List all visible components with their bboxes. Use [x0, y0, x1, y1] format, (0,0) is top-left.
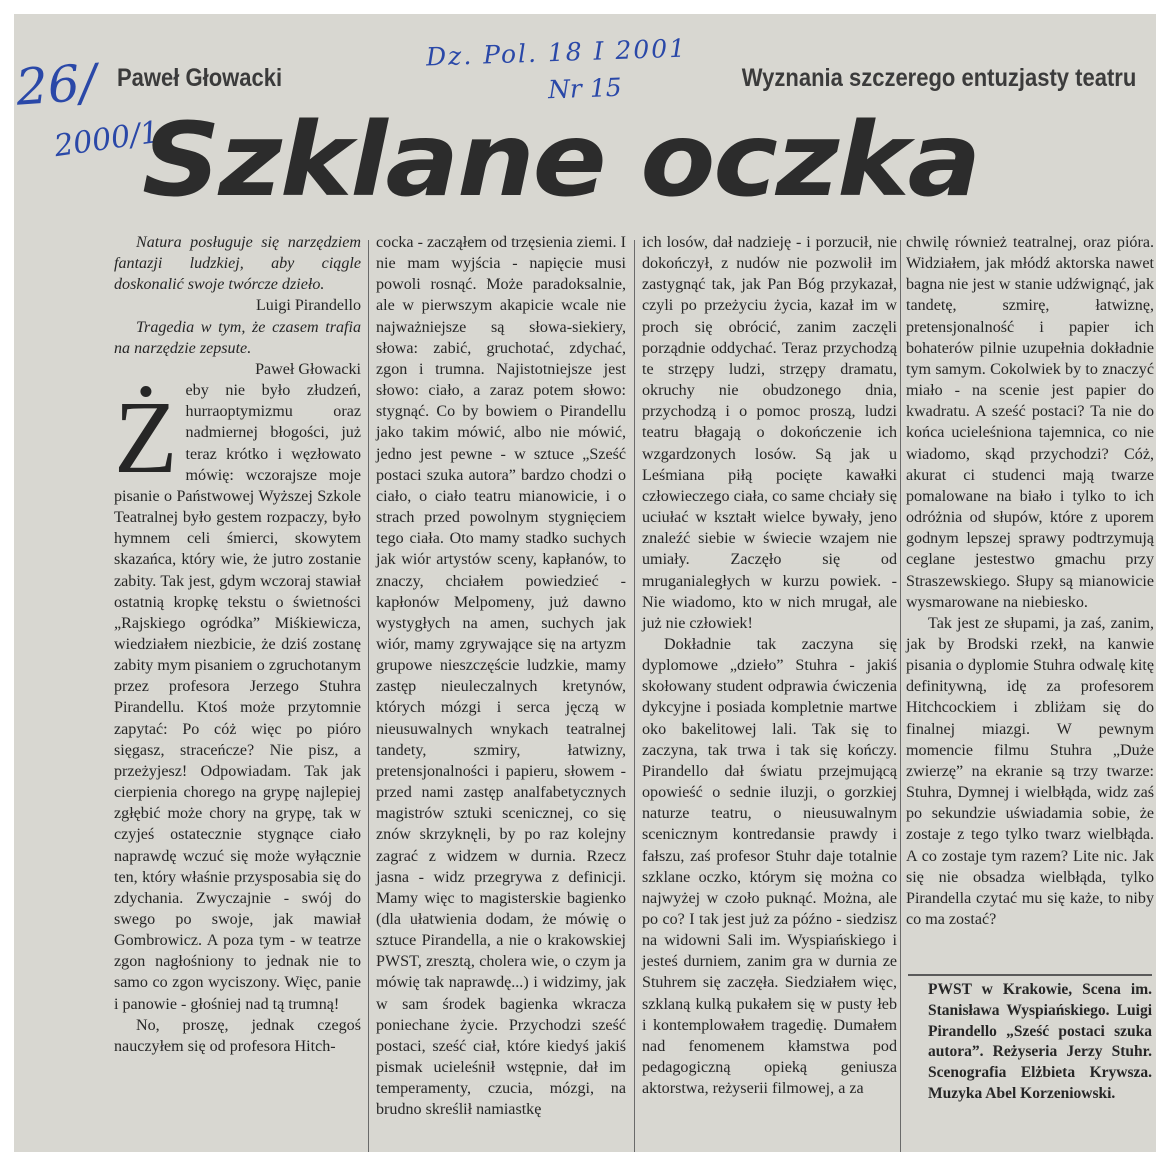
handwritten-issue: Nr 15 — [547, 72, 623, 105]
column-rule — [368, 240, 369, 1152]
article-column-1 — [114, 232, 361, 1057]
article-column-3 — [642, 232, 897, 1099]
production-credits: PWST w Krakowie, Scena im. Stanisława Wyspiańskiego. Luigi Pirandello „Sześć postaci szuka autora”. Reżyseria Jerzy Stuhr. Scenografia Elżbieta Krywsza. Muzyka Abel Korzeniowski. — [928, 981, 1152, 1102]
author-byline: Paweł Głowacki — [117, 64, 283, 92]
article-paragraph: No, proszę, jednak czegoś nauczyłem się od profesora Hitch- — [114, 1016, 361, 1055]
column-rule — [634, 240, 635, 1152]
paragraph-text: eby nie było złudzeń, hurraoptymizmu oraz nadmiernej błogości, już teraz krótko i węzłowato mówię: wczorajsze moje pisanie o Państwowej Wyższej Szkole Teatralnej było gestem rozpaczy, było hymnem celi śmierci, skowytem skazańca, który wie, że jutro zostanie zabity. Tak jest, gdym wczoraj stawiał ostatnią kropkę tekstu o świetności „Rajskiego ogródka” Miśkiewicza, wiedziałem niezbicie, że dziś zostanę zabity mym pisaniem o zgruchotanym przez profesora Jerzego Stuhra Pirandellu. Ktoś może przytomnie zapytać: Po cóż więc po pióro sięgasz, straceńcze? Nie pisz, a przeżyjesz! Odpowiadam. Tak jak cierpienia chorego na grypę najlepiej zgłębić może chory na grypę, tak w czyjeś ostatecznie stygnące ciało naprawdę wczuć się może wyłącznie ten, który właśnie przysposabia się do zdychania. Zwyczajnie - swój do swego po swoje, jak mawiał Gombrowicz. A poza tym - w teatrze zgon nagłośniony to jednak nie to samo co zgon wyciszony. Więc, panie i panowie - głośniej nad tą trumną! — [114, 382, 361, 1013]
article-paragraph: ich losów, dał nadzieję - i porzucił, nie dokończył, z nudów nie pozwolił im zastygnąć tak, jak Pan Bóg przykazał, czyli po przeżyciu życia, kazał im w proch się obrócić, zanim zaczęli porządnie oddychać. Teraz przychodzą te strzępy ludzi, strzępy dramatu, okruchy nie obudzonego dnia, przychodzą i o pomoc proszą, ludzi teatru błagają o dokończenie ich wzgardzonych losów. Są jak u Leśmiana piłą pocięte kawałki człowieczego ciała, co same chciały się uciułać w kształt wielce bywały, jeno znaleźć siebie w świecie wzajem nie umiały. Zaczęło się od mruganiaległych w kurzu powiek. - Nie wiadomo, kto w nich mrugał, ale już nie człowiek! — [642, 234, 897, 632]
drop-cap: Ż — [114, 380, 178, 496]
article-column-2 — [376, 232, 626, 1121]
article-paragraph: Tak jest ze słupami, ja zaś, zanim, jak by Brodski rzekł, na kanwie pisania o dyplomie Stuhra odwalę kitę definitywną, idę za profesorem Hitchcockiem i zbliżam się do finalnej miazgi. W pewnym momencie filmu Stuhra „Duże zwierzę” na ekranie są trzy twarze: Stuhra, Dymnej i wielbłąda, widz zaś po sekundzie uświadamia sobie, że zostaje z tego tylko twarz wielbłąda. A co zostaje tym razem? Lite nic. Jak się nie obsadza wielbłąda, tylko Pirandella czytać mu się każe, to niby co ma zostać? — [906, 614, 1154, 928]
article-paragraph: Dokładnie tak zaczyna się dyplomowe „dzieło” Stuhra - jakiś skołowany student odprawia ćwiczenia dykcyjne i posiada kompletnie martwe oko bakelitowej lali. Tak się to zaczyna, tak trwa i tak się kończy. Pirandello dał światu przejmującą opowieść o sednie iluzji, o gorzkiej naturze teatru, o nieusuwalnym scenicznym kontredansie prawdy i fałszu, zaś profesor Stuhr daje totalnie szklane oczko, którym się można co najwyżej w czoło puknąć. Można, ale po co? I tak jest już za późno - siedzisz na widowni Sali im. Wyspiańskiego i jesteś durniem, zanim gra w durnia ze Stuhrem się zaczęła. Siedziałem więc, szklaną kulką pukałem się w pusty łeb i kontemplowałem tragedię. Dumałem nad fenomenem kłamstwa pod pedagogiczną opieką geniusza aktorstwa, reżyserii filmowej, a za — [642, 635, 897, 1098]
series-title: Wyznania szczerego entuzjasty teatru — [741, 64, 1136, 92]
motto-author: Paweł Głowacki — [255, 360, 361, 378]
article-paragraph: cocka - zacząłem od trzęsienia ziemi. I nie mam wyjścia - napięcie musi powoli rosnąć. Może paradoksalnie, ale w pierwszym akapicie wcale nie najważniejsze są słowa-siekiery, słowa: zabić, gruchotać, zdychać, zgon i trumna. Najistotniejsze jest słowo: ciało, a zaraz potem słowo: stygnąć. Co by bowiem o Pirandellu jako takim mówić, albo nie mówić, jedno jest pewne - w sztuce „Sześć postaci szuka autora” bardzo chodzi o ciało, o ciało teatru mianowicie, i o strach przed powolnym stygnięciem tego ciała. Oto mamy stadko suchych jak wiór artystów sceny, kapłanów, to znaczy, chciałem powiedzieć - kapłonów Melpomeny, już dawno wystygłych na amen, suchych jak wiór, mamy zgrywające się na artyzm grupowe nieszczęście ludzkie, mamy zastęp nieuleczalnych kretynów, których mózgi i serca jęczą w nieusuwalnych wnykach teatralnej tandety, szmiry, łatwizny, pretensjonalności i papieru, słowem - przed nami zastęp analfabetycznych magistrów sztuki scenicznej, co się znów skrzyknęli, by po raz kolejny zagrać z widzem w durnia. Rzecz jasna - widz przegrywa z definicji. Mamy więc to magisterskie bagienko (dla ułatwienia dodam, że mówię o sztuce Pirandella, a nie o krakowskiej PWST, zresztą, cholera wie, o czym ja mówię tak naprawdę...) i widzimy, jak w sam środek bagienka wkracza poniechane życie. Przychodzi sześć postaci, sześć ciał, które kiedyś jakiś pismak ucieleśnił wstępnie, dał im temperamenty, czucia, mózgi, na brudno skreślił namiastkę — [376, 234, 626, 1119]
headline: Szklane oczka — [142, 101, 980, 220]
motto-text: Natura posługuje się narzędziem fantazji ludzkiej, aby ciągle doskonalić swoje twórcze dzieło. — [114, 234, 361, 294]
newspaper-clipping — [14, 14, 1156, 1152]
scan-margin — [14, 1152, 1156, 1164]
handwritten-year: 2000/1 — [52, 114, 162, 165]
article-column-4 — [906, 232, 1154, 930]
motto-text: Tragedia w tym, że czasem trafia na narzędzie zepsute. — [114, 318, 361, 357]
handwritten-source-date: Dz. Pol. 18 I 2001 — [425, 33, 688, 72]
column-rule — [900, 240, 901, 1152]
article-paragraph — [114, 380, 361, 1015]
handwritten-number: 26/ — [14, 53, 99, 117]
credits-rule — [908, 974, 1152, 976]
motto-author: Luigi Pirandello — [255, 297, 361, 315]
article-paragraph: chwilę również teatralnej, oraz pióra. Widziałem, jak młódź aktorska nawet bagna nie jest w stanie udźwignąć, jak tandetę, szmirę, łatwiznę, pretensjonalność i papier ich bohaterów pilnie uzupełnia dokładnie tym samym. Cokolwiek by to znaczyć miało - na scenie jest papier do kwadratu. A sześć postaci? Ta nie do końca ucieleśniona tajemnica, co nie wiadomo, skąd przychodzi? Cóż, akurat ci studenci mają twarze pomalowane na biało i tylko to ich odróżnia od słupów, które z uporem godnym lepszej sprawy podtrzymują ceglane jestestwo gmachu przy Straszewskiego. Słupy są mianowicie wysmarowane na niebiesko. — [906, 234, 1154, 611]
